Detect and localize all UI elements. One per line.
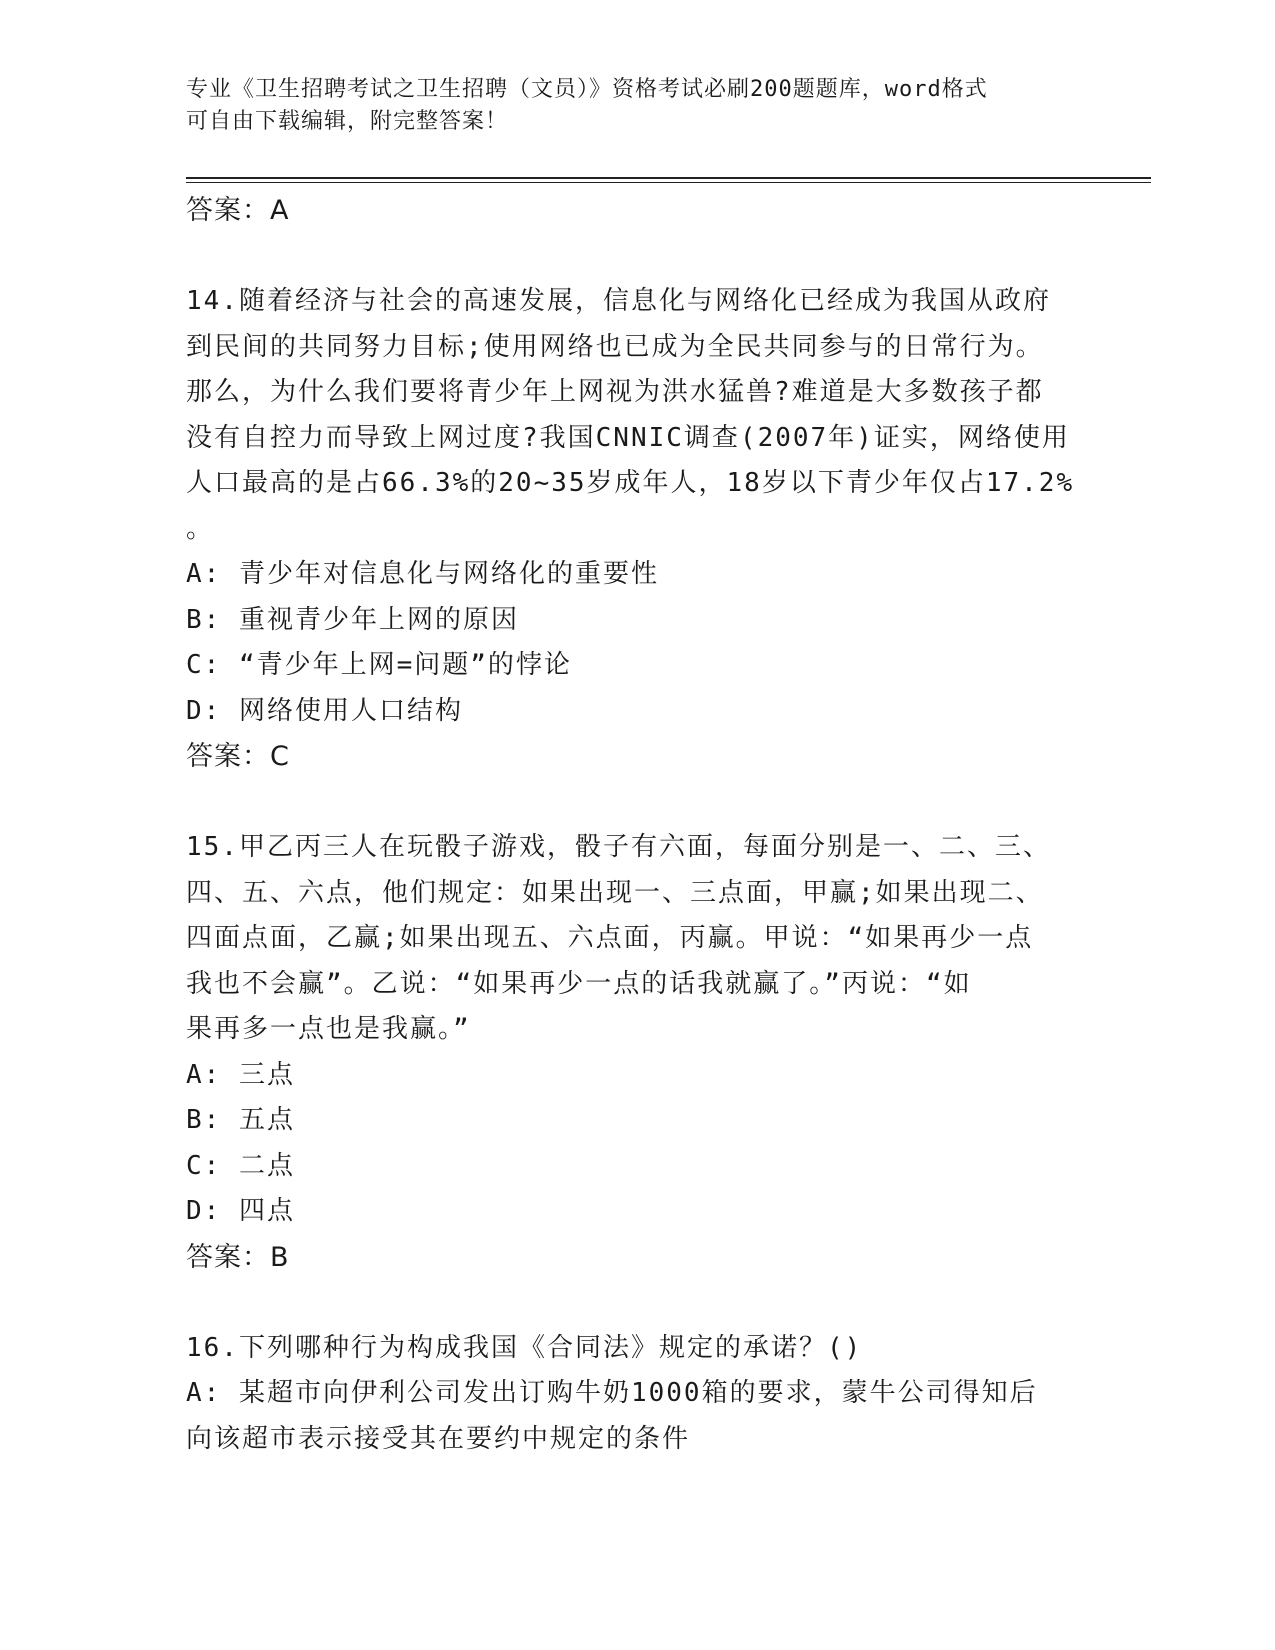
spacer bbox=[186, 234, 1086, 280]
spacer bbox=[186, 1280, 1086, 1326]
header-divider-thin bbox=[186, 182, 1151, 183]
question-text-line: 四面点面，乙赢;如果出现五、六点面，丙赢。甲说：“如果再少一点 bbox=[186, 923, 1034, 953]
question-text-line: 。 bbox=[186, 513, 215, 544]
option-a: A: 某超市向伊利公司发出订购牛奶1000箱的要求，蒙牛公司得知后 bbox=[186, 1378, 1038, 1408]
document-body bbox=[186, 188, 1086, 1462]
question-text-line: 向该超市表示接受其在要约中规定的条件 bbox=[186, 1423, 691, 1454]
question-text-line: 14.随着经济与社会的高速发展，信息化与网络化已经成为我国从政府 bbox=[186, 286, 1051, 316]
header-line-2: 可自由下载编辑，附完整答案！ bbox=[186, 109, 509, 134]
option-d: D: 四点 bbox=[186, 1196, 295, 1226]
spacer bbox=[186, 780, 1086, 826]
page-header bbox=[186, 74, 1066, 138]
option-a: A: 三点 bbox=[186, 1059, 295, 1090]
header-divider bbox=[186, 177, 1151, 179]
question-text-line: 我也不会赢”。乙说：“如果再少一点的话我就赢了。”丙说：“如 bbox=[186, 968, 972, 999]
question-text-line: 果再多一点也是我赢。” bbox=[186, 1014, 471, 1044]
question-text-line: 那么，为什么我们要将青少年上网视为洪水猛兽?难道是大多数孩子都 bbox=[186, 377, 1044, 407]
option-b: B: 重视青少年上网的原因 bbox=[186, 604, 519, 635]
header-line-1: 专业《卫生招聘考试之卫生招聘（文员）》资格考试必刷200题题库，word格式 bbox=[186, 77, 988, 102]
question-text-line: 没有自控力而导致上网过度?我国CNNIC调查(2007年)证实，网络使用 bbox=[186, 422, 1070, 453]
question-text-line: 人口最高的是占66.3%的20~35岁成年人，18岁以下青少年仅占17.2% bbox=[186, 468, 1075, 498]
answer-line: 答案：B bbox=[186, 1241, 290, 1273]
answer-line: 答案：A bbox=[186, 195, 290, 226]
question-text-line: 15.甲乙丙三人在玩骰子游戏，骰子有六面，每面分别是一、二、三、 bbox=[186, 832, 1051, 862]
option-a: A: 青少年对信息化与网络化的重要性 bbox=[186, 559, 659, 589]
question-16 bbox=[186, 1326, 1086, 1463]
answer-line: 答案：C bbox=[186, 741, 290, 772]
question-15 bbox=[186, 825, 1086, 1280]
question-14 bbox=[186, 279, 1086, 780]
option-c: C: “青少年上网=问题”的悖论 bbox=[186, 650, 572, 680]
option-b: B: 五点 bbox=[186, 1105, 295, 1135]
question-text-line: 到民间的共同努力目标;使用网络也已成为全民共同参与的日常行为。 bbox=[186, 331, 1044, 362]
option-c: C: 二点 bbox=[186, 1150, 295, 1181]
question-text-line: 四、五、六点，他们规定：如果出现一、三点面，甲赢;如果出现二、 bbox=[186, 877, 1044, 908]
question-text-line: 16.下列哪种行为构成我国《合同法》规定的承诺？() bbox=[186, 1332, 863, 1363]
option-d: D: 网络使用人口结构 bbox=[186, 695, 463, 726]
